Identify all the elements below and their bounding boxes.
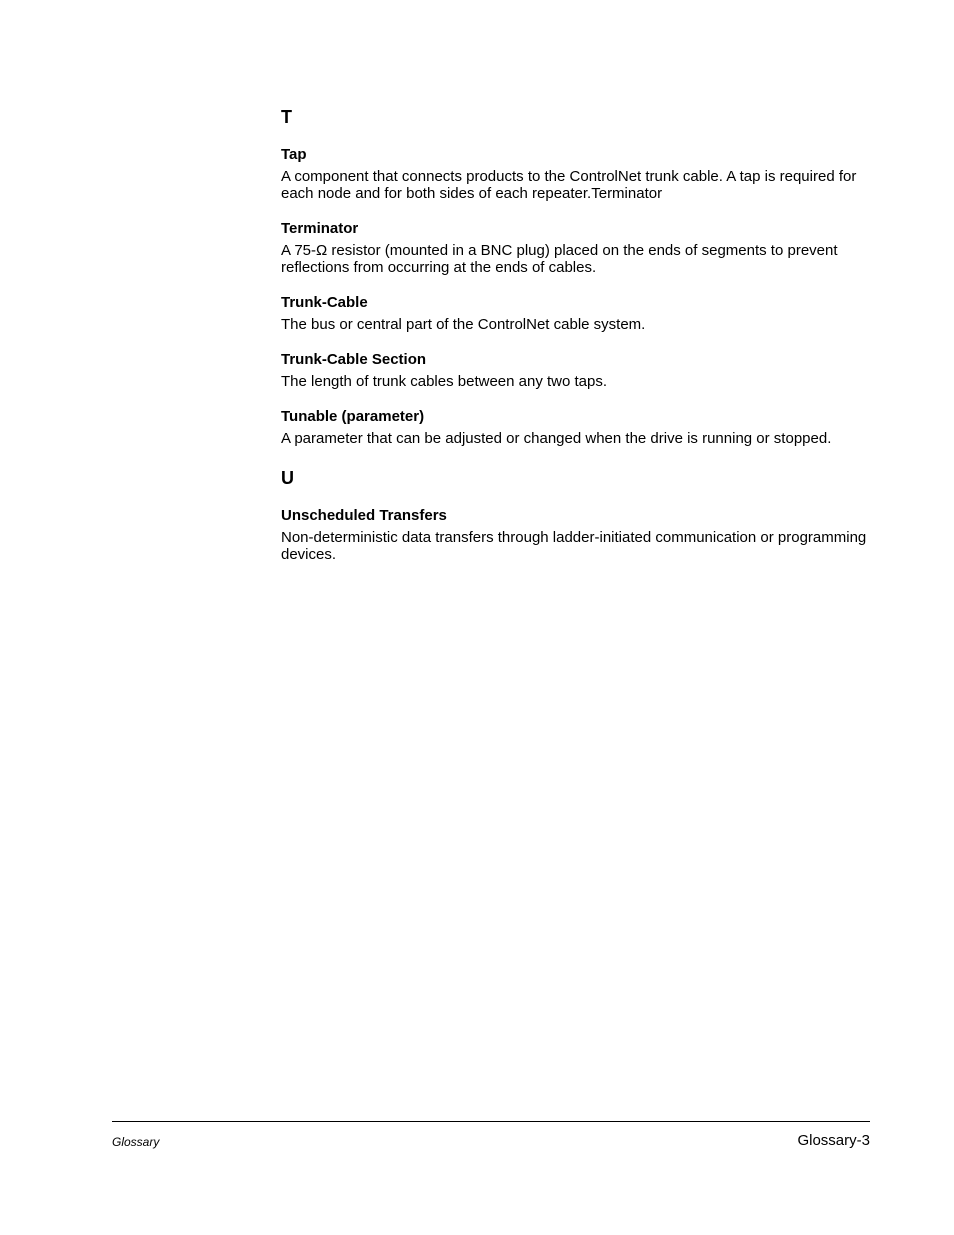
entry-definition: A component that connects products to the ControlNet trunk cable. A tap is required for each node and for both sides of each repeater.Terminator xyxy=(281,168,857,202)
entry-definition: A parameter that can be adjusted or changed when the drive is running or stopped. xyxy=(281,430,832,447)
entry-definition: The bus or central part of the ControlNet cable system. xyxy=(281,316,646,333)
entry-term: Terminator xyxy=(281,220,359,237)
footer-page-number: Glossary-3 xyxy=(797,1132,870,1149)
entry-term: Trunk-Cable xyxy=(281,294,368,311)
glossary-content xyxy=(281,106,871,581)
entry-term: Tunable (parameter) xyxy=(281,408,425,425)
footer-section-name: Glossary xyxy=(112,1135,160,1149)
footer-divider xyxy=(112,1121,870,1122)
section-letter-u: U xyxy=(281,468,294,488)
entry-term: Unscheduled Transfers xyxy=(281,507,447,524)
entry-term: Trunk-Cable Section xyxy=(281,351,427,368)
entry-definition: A 75-Ω resistor (mounted in a BNC plug) placed on the ends of segments to prevent reflections from occurring at the ends of cables. xyxy=(281,242,838,276)
section-letter-t: T xyxy=(281,107,292,127)
entry-term: Tap xyxy=(281,146,307,163)
glossary-entry-trunk-cable-section xyxy=(281,351,871,390)
glossary-entry-tap xyxy=(281,146,871,202)
glossary-entry-unscheduled-transfers xyxy=(281,507,871,563)
entry-definition: The length of trunk cables between any two taps. xyxy=(281,373,608,390)
glossary-entry-trunk-cable xyxy=(281,294,871,333)
entry-definition: Non-deterministic data transfers through ladder-initiated communication or programming devices. xyxy=(281,529,867,563)
glossary-entry-tunable xyxy=(281,408,871,447)
glossary-entry-terminator xyxy=(281,220,871,276)
